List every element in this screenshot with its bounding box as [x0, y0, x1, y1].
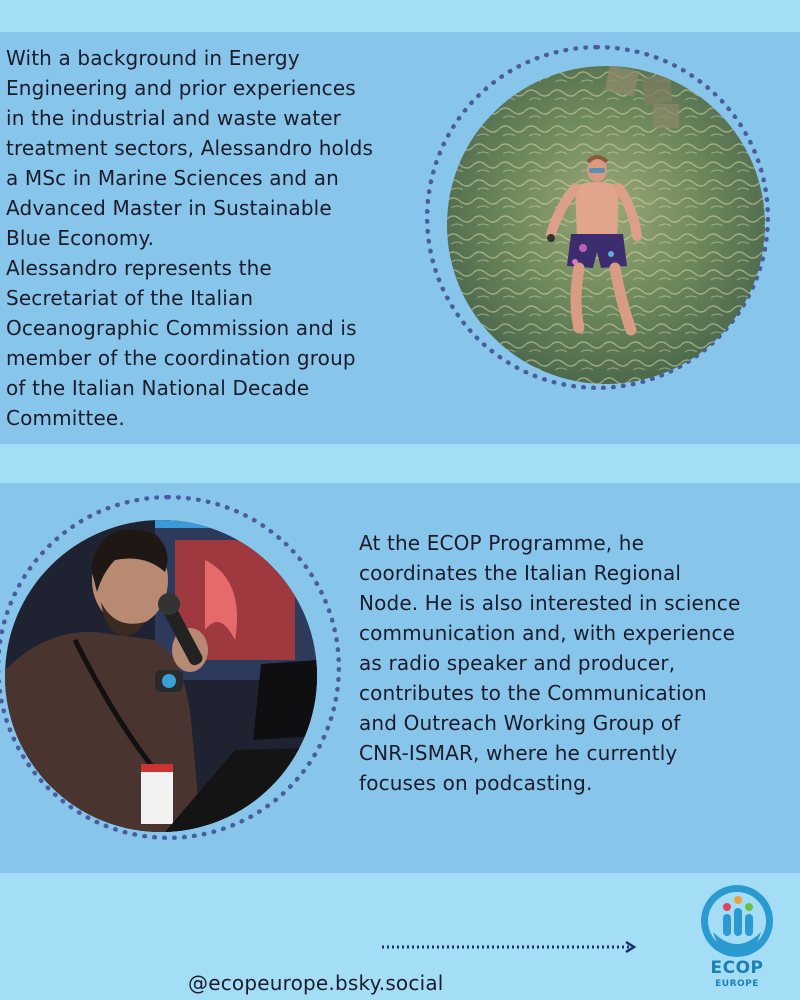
bluesky-handle-link[interactable]: @ecopeurope.bsky.social: [188, 971, 444, 995]
speaker-with-microphone-photo: [5, 520, 317, 832]
logo-title: ECOP: [710, 958, 764, 978]
speaker-illustration: [5, 520, 317, 832]
bio-text-background: With a background in Energy Engineering and prior experiences in the industrial and waste water treatment sectors, Alessandro holds a MSc in Marine Sciences and an Advanced Master in Sustainable Blue Economy. Alessandro represents the Secretariat of the Italian Oceanographic Commission and is member of the coordination group of the Italian National Decade Committee.: [6, 46, 374, 430]
dotted-arrow-right-icon: [380, 940, 640, 954]
floating-swimmer-photo: [447, 66, 765, 384]
bio-text-ecop-role: At the ECOP Programme, he coordinates the Italian Regional Node. He is also interested in science communication and, with experience as radio speaker and producer, contributes to the Communication and Outreach Working Group of CNR-ISMAR, where he currently focuses on podcasting.: [359, 531, 741, 795]
swimmer-illustration: [447, 66, 765, 384]
logo-subtitle: EUROPE: [715, 979, 759, 989]
